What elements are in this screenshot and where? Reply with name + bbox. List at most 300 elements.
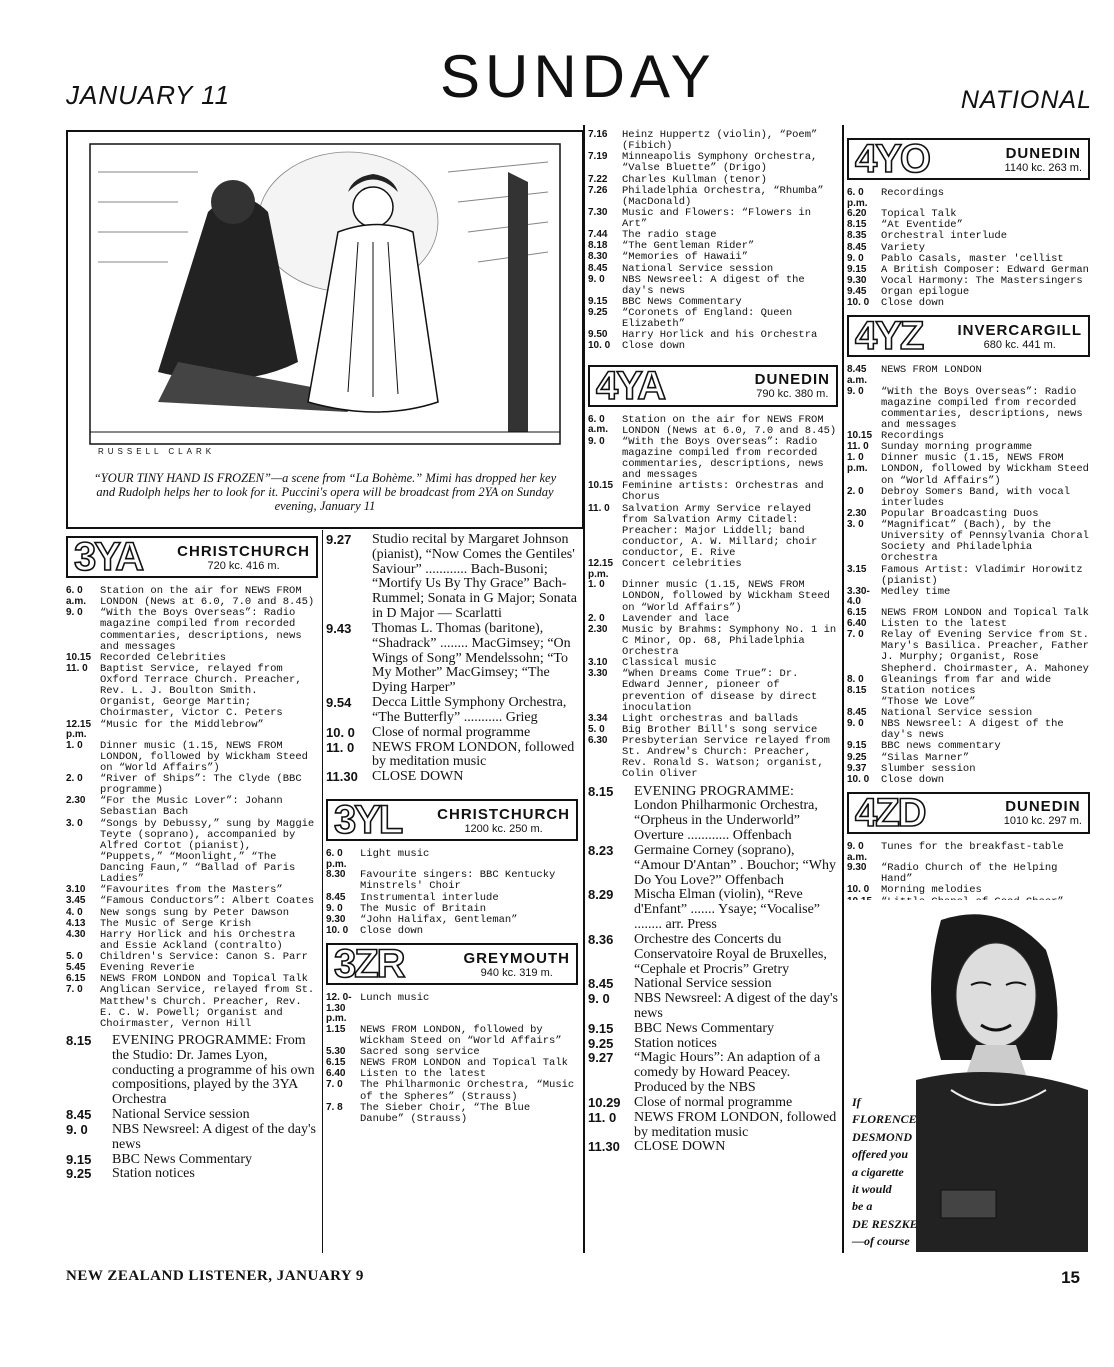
ad-line: a cigarette (852, 1164, 904, 1179)
schedule-entry (847, 842, 1090, 863)
schedule-entry (588, 844, 838, 888)
entry-description: Organ epilogue (881, 286, 970, 299)
entry-description: Instrumental interlude (360, 891, 499, 904)
entry-time: 2. 0 (66, 773, 83, 785)
entry-time: 4.13 (66, 917, 86, 929)
schedule-entry (326, 926, 578, 937)
entry-time: 9.25 (847, 751, 867, 763)
entry-description: Orchestre des Concerts du Conservatoire Royal de Bruxelles, “Cephale et Procris” Gretry (634, 931, 827, 977)
entry-description: Light music (360, 848, 430, 861)
entry-description: Philadelphia Orchestra, “Rhumba” (MacDonald) (622, 184, 824, 208)
entry-description: Sunday morning programme (881, 441, 1033, 454)
entry-time: 6.15 (66, 973, 86, 985)
schedule-entry (66, 985, 318, 1030)
entry-description: “Silas Marner” (881, 751, 970, 764)
station-3ya-banner (66, 536, 318, 578)
entry-description: NEWS FROM LONDON (881, 364, 982, 377)
column-3ya (66, 530, 318, 1182)
ad-line: be a (852, 1199, 873, 1214)
entry-time: 6. 0 a.m. (66, 585, 87, 607)
entry-time: 3.45 (66, 895, 86, 907)
entry-description: Orchestral interlude (881, 230, 1008, 243)
entry-time: 8.15 (588, 783, 614, 799)
entry-description: Evening Reverie (100, 962, 195, 975)
entry-description: “Coronets of England: Queen Elizabeth” (622, 307, 793, 331)
schedule-entry (588, 669, 838, 714)
entry-description: Recordings (881, 187, 945, 199)
schedule-entry (847, 298, 1090, 309)
schedule-entry (588, 1022, 838, 1037)
entry-time: 9.43 (326, 620, 352, 636)
station-city: INVERCARGILL (957, 321, 1082, 339)
entry-description: “With the Boys Overseas”: Radio magazine compiled from recorded commentaries, descriptions, news and messages (881, 385, 1083, 431)
entry-description: NEWS FROM LONDON, followed by meditation music (634, 1109, 837, 1140)
station-frequency: 1010 kc. 297 m. (1003, 815, 1082, 828)
entry-time: 8.45 (326, 891, 346, 903)
schedule-entry (847, 365, 1090, 386)
entry-description: Heinz Huppertz (violin), “Poem” (Fibich) (622, 129, 818, 153)
column-3ya-continued (326, 533, 578, 1125)
entry-time: 8.36 (588, 931, 614, 947)
entry-description: Baptist Service, relayed from Oxford Terrace Church. Preacher, Rev. L. J. Boulton Smith. Organist, George Martin; Choirmaster, Victor C. Peters (100, 662, 302, 720)
entry-description: National Service session (634, 976, 772, 992)
entry-time: 10. 0 (847, 297, 870, 309)
entry-time: 7. 0 (326, 1079, 343, 1091)
entry-time: 5. 0 (588, 723, 605, 735)
entry-time: 9.15 (588, 1020, 614, 1036)
entry-time: 7. 0 (847, 629, 864, 641)
ad-line: FLORENCE (852, 1112, 917, 1127)
entry-description: Close down (881, 773, 945, 786)
entry-description: CLOSE DOWN (634, 1139, 726, 1155)
entry-description: “River of Ships”: The Clyde (BBC programme) (100, 773, 302, 797)
schedule-entry (66, 586, 318, 608)
station-logo: 4YA (596, 363, 665, 408)
schedule-entry (588, 481, 838, 503)
entry-time: 6.20 (847, 208, 867, 220)
schedule-entry (588, 175, 838, 186)
entry-time: 5.45 (66, 962, 86, 974)
entry-time: 9. 0 (847, 718, 864, 730)
entry-time: 10.29 (588, 1094, 621, 1110)
entry-description: Dinner music (1.15, NEWS FROM LONDON, followed by Wickham Steed on “World Affairs”) (100, 739, 308, 774)
entry-description: Sacred song service (360, 1046, 480, 1059)
schedule-entry (847, 630, 1090, 675)
entry-description: Relay of Evening Service from St. Mary's Basilica. Preacher, Father J. Murphy; Organist, Rose Shepherd. Choirmaster, A. Mahoney (881, 629, 1089, 675)
entry-description: Pablo Casals, master 'cellist (881, 252, 1064, 265)
entry-time: 8.45 a.m. (847, 364, 868, 386)
entry-description: Station notices (634, 1035, 717, 1051)
opera-photo-frame (66, 130, 584, 529)
schedule-entry (588, 252, 838, 263)
entry-description: Music and Flowers: “Flowers in Art” (622, 206, 812, 230)
entry-time: 8.15 (847, 684, 867, 696)
entry-time: 6. 0 a.m. (588, 413, 609, 436)
entry-time: 10.15 (847, 430, 873, 441)
entry-description: National Service session (112, 1107, 250, 1123)
entry-time: 9.45 (847, 286, 867, 298)
schedule-entry (588, 152, 838, 174)
entry-description: The Philharmonic Orchestra, “Music of the Spheres” (Strauss) (360, 1079, 575, 1103)
schedule-entry (847, 520, 1090, 565)
entry-time: 3.34 (588, 712, 608, 724)
entry-description: NBS Newsreel: A digest of the day's news (634, 991, 838, 1021)
entry-description: Studio recital by Margaret Johnson (pianist), “Now Comes the Gentiles' Saviour” ............ Bach-Busoni; “Mortify Us By Thy Grace” Bach-Rummel; Sonata in G Major; Sonata in D Major — Scarlatti (372, 532, 577, 622)
schedule-entry (847, 231, 1090, 242)
entry-description: Recordings (881, 430, 945, 442)
entry-description: BBC news commentary (881, 740, 1001, 753)
entry-time: 6.40 (326, 1068, 346, 1080)
entry-time: 3.30-4.0 (847, 585, 870, 608)
entry-time: 5. 0 (66, 951, 83, 963)
schedule-entry (588, 341, 838, 352)
station-frequency: 790 kc. 380 m. (756, 388, 829, 400)
entry-time: 7.30 (588, 206, 608, 218)
schedule-entry (588, 888, 838, 932)
schedule-entry (588, 992, 838, 1022)
program-list-3ya (66, 586, 318, 1030)
schedule-entry (66, 1167, 318, 1182)
entry-time: 8.15 (66, 1032, 92, 1048)
entry-description: Favourite singers: BBC Kentucky Minstrels' Choir (360, 869, 556, 893)
entry-description: Recorded Celebrities (100, 651, 227, 664)
entry-description: “Memories of Hawaii” (622, 251, 749, 264)
entry-description: National Service session (622, 262, 774, 275)
entry-description: “The Gentleman Rider” (622, 240, 755, 253)
entry-time: 9.25 (588, 1035, 614, 1051)
entry-time: 11. 0 (66, 662, 88, 674)
entry-time: 3.10 (66, 884, 86, 896)
entry-description: Listen to the latest (360, 1068, 487, 1081)
entry-description: BBC News Commentary (622, 295, 742, 308)
station-logo: 4YO (855, 137, 930, 181)
schedule-entry (588, 1096, 838, 1111)
entry-description: Children's Service: Canon S. Parr (100, 951, 308, 964)
schedule-entry (326, 849, 578, 870)
entry-description: Station on the air for NEWS FROM LONDON (News at 6.0, 7.0 and 8.45) (622, 413, 837, 437)
footer-title: NEW ZEALAND LISTENER, JANUARY 9 (66, 1268, 364, 1284)
entry-description: New songs sung by Peter Dawson (100, 906, 290, 919)
entry-description: “Music for the Middlebrow” (100, 718, 264, 731)
entry-time: 9.15 (66, 1151, 92, 1167)
schedule-entry (326, 622, 578, 696)
entry-time: 9. 0 (588, 435, 605, 447)
entry-time: 10. 0 (588, 340, 611, 352)
entry-time: 8.45 (588, 976, 614, 992)
schedule-entry (66, 720, 318, 741)
entry-time: 3.15 (847, 563, 867, 575)
entry-time: 9.15 (588, 295, 608, 307)
entry-time: 7. 0 (66, 984, 83, 996)
entry-time: 6.30 (588, 735, 608, 747)
entry-time: 10. 0 (326, 724, 355, 740)
entry-description: Classical music (622, 657, 717, 670)
entry-description: Famous Artist: Vladimir Horowitz (pianist) (881, 563, 1083, 587)
schedule-entry (588, 625, 838, 658)
illustrator-signature: RUSSELL CLARK (98, 447, 216, 456)
entry-description: Anglican Service, relayed from St. Matthew's Church. Preacher, Rev. E. C. W. Powell; Organist and Choirmaster, Vernon Hill (100, 984, 315, 1030)
schedule-entry (66, 930, 318, 952)
station-3yl-banner (326, 799, 578, 841)
entry-description: Slumber session (881, 762, 976, 775)
entry-time: 9.30 (847, 862, 867, 874)
entry-description: NEWS FROM LONDON and Topical Talk (881, 606, 1089, 619)
entry-description: “Magic Hours”: An adaption of a comedy by Howard Peacey. Produced by the NBS (634, 1050, 821, 1096)
entry-time: 2. 0 (847, 485, 864, 497)
entry-time: 8.29 (588, 887, 614, 903)
schedule-entry (66, 1123, 318, 1153)
entry-description: Station on the air for NEWS FROM LONDON (News at 6.0, 7.0 and 8.45) (100, 585, 315, 609)
entry-time: 9.37 (847, 762, 867, 774)
entry-time: 1. 0 p.m. (847, 452, 868, 474)
schedule-entry (588, 264, 838, 275)
entry-description: “Famous Conductors”: Albert Coates (100, 895, 315, 908)
column-4yo-4yz-4zd (847, 132, 1090, 962)
evening-list-3ya (66, 1034, 318, 1182)
schedule-entry (588, 785, 838, 844)
entry-description: Variety (881, 241, 926, 254)
entry-time: 2.30 (847, 507, 867, 519)
entry-description: Listen to the latest (881, 618, 1008, 631)
entry-description: Lavender and lace (622, 612, 730, 625)
entry-description: BBC News Commentary (634, 1020, 774, 1036)
schedule-entry (66, 1034, 318, 1108)
station-4zd-banner (847, 792, 1090, 834)
schedule-entry (326, 741, 578, 771)
entry-description: “For the Music Lover”: Johann Sebastian Bach (100, 795, 283, 819)
entry-time: 9. 0 (847, 252, 864, 264)
entry-description: Dinner music (1.15, NEWS FROM LONDON, followed by Wickham Steed on “World Affairs”) (881, 452, 1089, 487)
schedule-entry (326, 696, 578, 726)
station-frequency: 680 kc. 441 m. (983, 338, 1056, 351)
entry-description: NEWS FROM LONDON and Topical Talk (100, 973, 308, 986)
entry-time: 12. 0-1.30 p.m. (326, 992, 352, 1025)
entry-time: 7.22 (588, 173, 608, 185)
entry-time: 9. 0 (326, 902, 343, 914)
entry-time: 1.15 (326, 1023, 346, 1035)
schedule-entry (588, 504, 838, 560)
entry-description: The Music of Britain (360, 902, 487, 915)
schedule-entry (326, 770, 578, 785)
entry-time: 9. 0 (66, 607, 83, 619)
entry-description: CLOSE DOWN (372, 769, 464, 785)
schedule-entry (588, 977, 838, 992)
ad-line: it would (852, 1181, 892, 1196)
entry-description: Feminine artists: Orchestras and Chorus (622, 480, 824, 504)
entry-time: 12.15 p.m. (588, 558, 614, 580)
entry-time: 3.30 (588, 668, 608, 680)
station-3zr-banner (326, 943, 578, 985)
schedule-entry (847, 885, 1090, 896)
schedule-entry (588, 559, 838, 580)
page-header (0, 0, 1114, 120)
schedule-entry (66, 819, 318, 886)
entry-time: 3. 0 (66, 817, 83, 829)
program-list-4yo (847, 188, 1090, 309)
station-frequency: 1140 kc. 263 m. (1004, 161, 1082, 174)
entry-time: 11.30 (326, 769, 358, 785)
entry-description: Mischa Elman (violin), “Reve d'Enfant” ....... Ysaye; “Vocalise” ........ arr. Press (634, 887, 821, 933)
entry-description: Presbyterian Service relayed from St. Andrew's Church: Preacher, Rev. Ronald S. Watson; organist, Colin Oliver (622, 735, 830, 781)
entry-description: The Sieber Choir, “The Blue Danube” (Strauss) (360, 1101, 531, 1125)
station-city: CHRISTCHURCH (177, 542, 310, 560)
station-frequency: 720 kc. 416 m. (207, 559, 280, 572)
entry-time: 7.44 (588, 229, 608, 241)
photo-caption: “YOUR TINY HAND IS FROZEN”—a scene from “La Bohème.” Mimi has dropped her key and Rudolph helps her to look for it. Puccini's opera will be broadcast from 2YA on Sunday evening, January 11 (93, 471, 557, 513)
entry-description: “With the Boys Overseas”: Radio magazine compiled from recorded commentaries, descriptions, news and messages (622, 435, 824, 482)
schedule-entry (847, 565, 1090, 587)
entry-description: NEWS FROM LONDON and Topical Talk (360, 1057, 568, 1070)
schedule-entry (66, 664, 318, 720)
schedule-entry (66, 774, 318, 796)
entry-time: 4.30 (66, 928, 86, 940)
schedule-entry (326, 726, 578, 741)
schedule-entry (588, 415, 838, 437)
schedule-entry (326, 893, 578, 904)
schedule-entry (66, 1108, 318, 1123)
evening-list-4ya (588, 785, 838, 1156)
column-4ya (588, 130, 838, 1155)
entry-description: Lunch music (360, 992, 430, 1005)
entry-time: 8.45 (847, 241, 867, 253)
entry-time: 8.23 (588, 842, 614, 858)
schedule-entry (588, 186, 838, 208)
entry-description: Station notices (112, 1166, 195, 1182)
entry-time: 10. 0 (847, 884, 870, 896)
entry-time: 9.25 (66, 1166, 92, 1182)
schedule-entry (326, 870, 578, 892)
station-city: DUNEDIN (1005, 798, 1081, 816)
entry-time: 1. 0 (66, 739, 83, 751)
entry-time: 5.30 (326, 1046, 346, 1058)
entry-description: Light orchestras and ballads (622, 712, 799, 725)
entry-description: NBS Newsreel: A digest of the day's news (622, 273, 805, 297)
station-city: DUNEDIN (1005, 144, 1081, 162)
entry-description: “At Eventide” (881, 219, 963, 232)
entry-time: 10. 0 (326, 924, 349, 936)
entry-description: “Favourites from the Masters” (100, 884, 283, 897)
schedule-entry (588, 275, 838, 297)
entry-time: 8.15 (847, 219, 867, 231)
entry-time: 8.18 (588, 240, 608, 252)
entry-time: 10.15 (66, 651, 92, 663)
entry-time: 8.30 (588, 251, 608, 263)
entry-description: NEWS FROM LONDON, followed by meditation music (372, 739, 575, 770)
program-list-3zr (326, 993, 578, 1125)
entry-description: Music by Brahms: Symphony No. 1 in C Minor, Op. 68, Philadelphia Orchestra (622, 623, 837, 659)
entry-time: 4. 0 (66, 906, 83, 918)
schedule-entry (326, 533, 578, 622)
ad-line: DESMOND (852, 1129, 913, 1144)
entry-time: 3.10 (588, 657, 608, 669)
entry-description: Station notices (881, 684, 976, 697)
entry-time: 9.54 (326, 695, 352, 711)
entry-time: 1. 0 (588, 579, 605, 591)
entry-time: 6. 0 p.m. (847, 187, 868, 209)
entry-description: Harry Horlick and his Orchestra (622, 329, 818, 342)
entry-time: 11.30 (588, 1139, 620, 1155)
entry-description: “Radio Church of the Helping Hand” (881, 862, 1058, 886)
schedule-entry (66, 796, 318, 818)
entry-time: 9. 0 (588, 991, 610, 1007)
ad-line: —of course (852, 1234, 910, 1249)
station-4yz-banner (847, 315, 1090, 357)
schedule-entry (588, 208, 838, 230)
station-logo: 3YL (334, 798, 402, 843)
entry-description: Vocal Harmony: The Mastersingers (881, 274, 1083, 287)
entry-time: 11. 0 (588, 502, 610, 514)
page-number: 15 (1061, 1268, 1080, 1287)
program-list-3ya-cont (326, 533, 578, 785)
entry-time: 3. 0 (847, 519, 864, 530)
program-list-4ya (588, 415, 838, 781)
entry-description: The Music of Serge Krish (100, 917, 252, 930)
opera-illustration (68, 132, 582, 462)
entry-description: The radio stage (622, 229, 717, 242)
entry-description: A British Composer: Edward German (881, 263, 1089, 276)
entry-time: 7.19 (588, 151, 608, 163)
schedule-entry (847, 188, 1090, 209)
entry-description: Close of normal programme (634, 1094, 793, 1110)
entry-time: 6.15 (326, 1057, 346, 1069)
entry-time: 2. 0 (588, 612, 605, 624)
entry-description: Harry Horlick and his Orchestra and Essie Ackland (contralto) (100, 928, 296, 952)
station-frequency: 940 kc. 319 m. (480, 966, 553, 979)
schedule-entry (588, 130, 838, 152)
station-logo: 4YZ (855, 314, 923, 359)
header-network: NATIONAL (960, 86, 1092, 114)
entry-description: EVENING PROGRAMME: London Philharmonic Orchestra, “Orpheus in the Underworld” Overture ............ Offenbach (634, 783, 818, 844)
entry-time: 8.45 (588, 262, 608, 274)
ad-line: If (852, 1095, 861, 1109)
entry-description: EVENING PROGRAMME: From the Studio: Dr. James Lyon, conducting a programme of his own compositions, played by the 3YA Orchestra (112, 1032, 315, 1108)
entry-description: Debroy Somers Band, with vocal interludes (881, 485, 1071, 509)
entry-description: “Those We Love” (881, 695, 976, 708)
entry-time: 9.25 (588, 307, 608, 318)
entry-description: Big Brother Bill's song service (622, 723, 818, 736)
station-logo: 4ZD (855, 790, 925, 835)
entry-description: NBS Newsreel: A digest of the day's news (881, 718, 1064, 742)
schedule-entry (847, 863, 1090, 885)
schedule-entry (588, 1051, 838, 1095)
entry-description: Dinner music (1.15, NEWS FROM LONDON, followed by Wickham Steed on “World Affairs”) (622, 579, 830, 614)
entry-time: 9.30 (847, 274, 867, 286)
ad-line: DE RESZKE (852, 1216, 918, 1231)
entry-time: 7.26 (588, 184, 608, 196)
entry-description: Topical Talk (881, 208, 957, 221)
entry-description: Medley time (881, 585, 951, 598)
entry-description: “John Halifax, Gentleman” (360, 913, 518, 926)
schedule-entry (588, 580, 838, 613)
schedule-entry (847, 741, 1090, 752)
entry-time: 7. 8 (326, 1101, 343, 1113)
entry-description: “When Dreams Come True”: Dr. Edward Jenner, pioneer of prevention of disease by direct inoculation (622, 668, 818, 714)
schedule-entry (847, 775, 1090, 786)
entry-description: NEWS FROM LONDON, followed by Wickham Steed on “World Affairs” (360, 1023, 562, 1047)
entry-time: 9. 0 (847, 385, 864, 397)
entry-time: 6.15 (847, 606, 867, 618)
station-city: CHRISTCHURCH (437, 805, 570, 823)
entry-time: 8. 0 (847, 673, 864, 685)
entry-time: 8.45 (847, 707, 867, 719)
entry-time: 11. 0 (588, 1109, 617, 1125)
station-frequency: 1200 kc. 250 m. (464, 822, 543, 835)
schedule-entry (66, 1153, 318, 1168)
station-city: DUNEDIN (754, 371, 830, 388)
schedule-entry (588, 437, 838, 482)
entry-time: 7.16 (588, 129, 608, 140)
schedule-entry (588, 1111, 838, 1141)
